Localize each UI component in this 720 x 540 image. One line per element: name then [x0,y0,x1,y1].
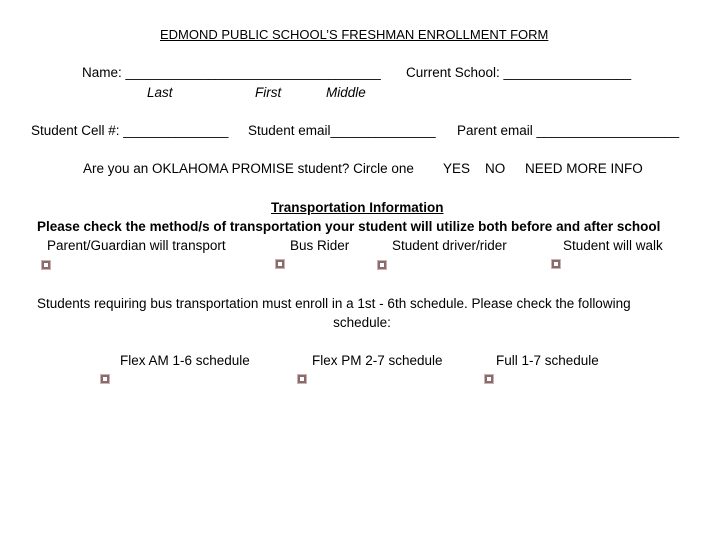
bus-note-line2: schedule: [333,315,391,330]
checkbox-flex-am[interactable] [101,375,109,383]
option-parent-transport: Parent/Guardian will transport [47,238,226,253]
checkbox-bus-rider[interactable] [276,260,284,268]
transport-heading: Transportation Information [271,200,444,215]
checkbox-student-walk[interactable] [552,260,560,268]
checkbox-parent-transport[interactable] [42,261,50,269]
checkbox-flex-pm[interactable] [298,375,306,383]
checkbox-full[interactable] [485,375,493,383]
transport-instruction: Please check the method/s of transportation your student will utilize both before and after school [37,219,661,234]
option-student-driver: Student driver/rider [392,238,507,253]
label-last: Last [147,85,173,100]
form-title: EDMOND PUBLIC SCHOOL’S FRESHMAN ENROLLMENT FORM [160,27,549,42]
schedule-full: Full 1-7 schedule [496,353,599,368]
promise-need-more-info[interactable]: NEED MORE INFO [525,161,643,176]
student-email-field[interactable]: Student email______________ [248,123,436,138]
schedule-flex-am: Flex AM 1-6 schedule [120,353,250,368]
current-school-field[interactable]: Current School: _________________ [406,65,632,80]
checkbox-student-driver[interactable] [378,261,386,269]
promise-no[interactable]: NO [485,161,506,176]
schedule-flex-pm: Flex PM 2-7 schedule [312,353,443,368]
option-student-walk: Student will walk [563,238,663,253]
promise-question: Are you an OKLAHOMA PROMISE student? Circle one [83,161,414,176]
promise-yes[interactable]: YES [443,161,471,176]
bus-note-line1: Students requiring bus transportation must enroll in a 1st - 6th schedule. Please check the following [37,296,631,311]
parent-email-field[interactable]: Parent email ___________________ [457,123,680,138]
student-cell-field[interactable]: Student Cell #: ______________ [31,123,229,138]
option-bus-rider: Bus Rider [290,238,350,253]
name-field[interactable]: Name: __________________________________ [82,65,381,80]
label-middle: Middle [326,85,366,100]
label-first: First [255,85,282,100]
